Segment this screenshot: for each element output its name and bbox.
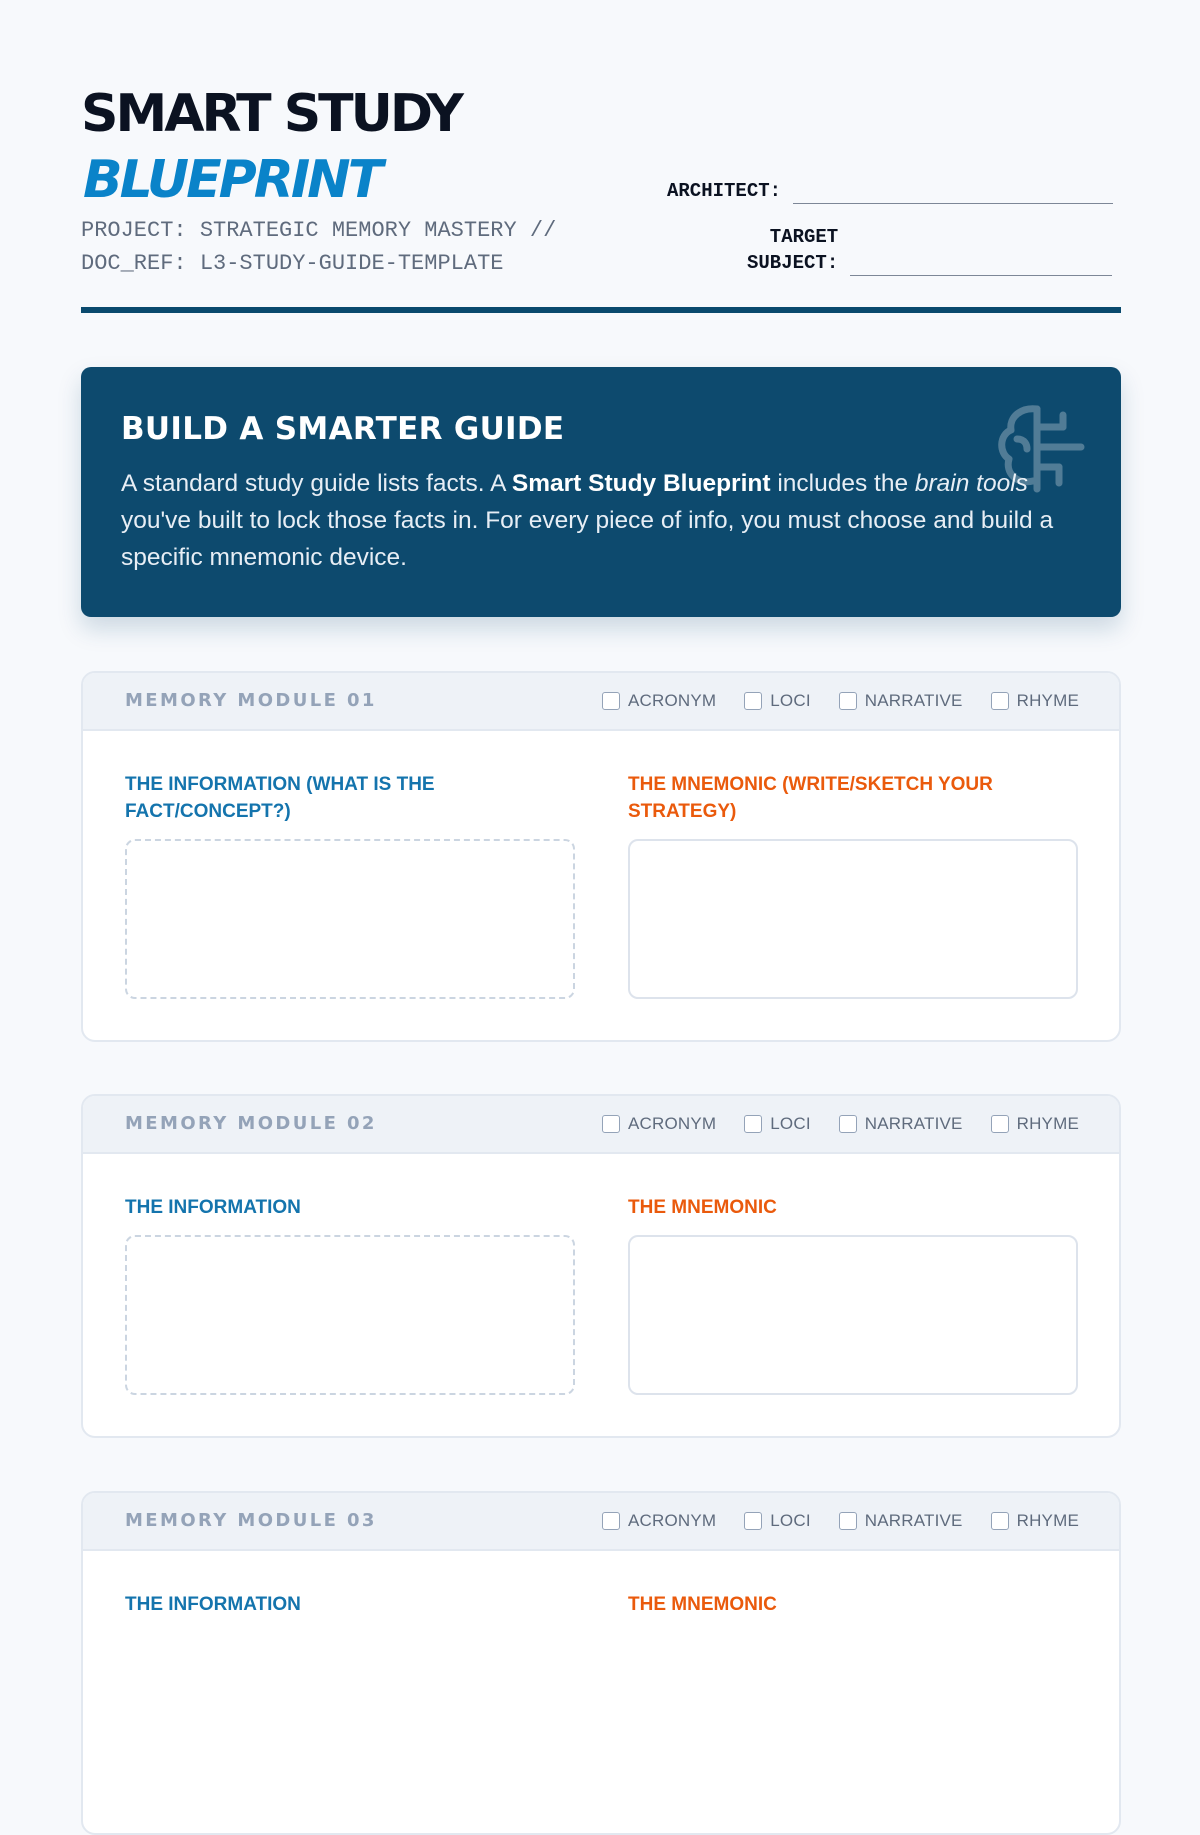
information-label: THE INFORMATION [125,1594,301,1615]
module-title: MEMORY MODULE 01 [125,690,377,711]
mnemonic-label: THE MNEMONIC (WRITE/SKETCH YOUR STRATEGY) [628,774,993,822]
mnemonic-input-box[interactable] [628,839,1078,999]
mnemonic-type-options [602,1114,1079,1134]
memory-module-03 [81,1491,1121,1835]
doc-meta [81,214,556,280]
architect-field [667,178,1113,204]
acronym-checkbox[interactable] [602,1115,620,1133]
option-acronym[interactable]: ACRONYM [602,1511,716,1531]
mnemonic-type-options [602,1511,1079,1531]
page-title-accent: BLUEPRINT [83,150,381,210]
mnemonic-label: THE MNEMONIC [628,1197,777,1218]
mnemonic-label: THE MNEMONIC [628,1594,777,1615]
option-narrative[interactable]: NARRATIVE [839,1511,963,1531]
option-acronym[interactable]: ACRONYM [602,1114,716,1134]
module-title: MEMORY MODULE 02 [125,1113,377,1134]
rhyme-checkbox[interactable] [991,1115,1009,1133]
module-header [83,673,1119,731]
module-title: MEMORY MODULE 03 [125,1510,377,1531]
information-input-box[interactable] [125,839,575,999]
option-narrative[interactable]: NARRATIVE [839,691,963,711]
narrative-checkbox[interactable] [839,692,857,710]
loci-checkbox[interactable] [744,1512,762,1530]
intro-panel [81,367,1121,617]
option-loci[interactable]: LOCI [744,1511,810,1531]
option-loci[interactable]: LOCI [744,1114,810,1134]
option-rhyme[interactable]: RHYME [991,1114,1079,1134]
rhyme-checkbox[interactable] [991,1512,1009,1530]
option-acronym[interactable]: ACRONYM [602,691,716,711]
target-subject-field [747,224,1112,276]
narrative-checkbox[interactable] [839,1115,857,1133]
doc-ref-line: DOC_REF: L3-STUDY-GUIDE-TEMPLATE [81,251,504,276]
module-header [83,1096,1119,1154]
option-rhyme[interactable]: RHYME [991,691,1079,711]
acronym-checkbox[interactable] [602,692,620,710]
header-divider [81,307,1121,313]
rhyme-checkbox[interactable] [991,692,1009,710]
project-line: PROJECT: STRATEGIC MEMORY MASTERY // [81,218,557,243]
mnemonic-input-box[interactable] [628,1235,1078,1395]
memory-module-01 [81,671,1121,1042]
acronym-checkbox[interactable] [602,1512,620,1530]
narrative-checkbox[interactable] [839,1512,857,1530]
information-label: THE INFORMATION (WHAT IS THE FACT/CONCEPT?) [125,774,435,822]
architect-label: ARCHITECT: [667,180,782,202]
page-title: SMART STUDY [81,84,461,144]
module-header [83,1493,1119,1551]
information-input-box[interactable] [125,1235,575,1395]
brain-icon [991,397,1091,497]
architect-input-line[interactable] [793,179,1113,204]
memory-module-02 [81,1094,1121,1438]
information-label: THE INFORMATION [125,1197,301,1218]
loci-checkbox[interactable] [744,1115,762,1133]
option-rhyme[interactable]: RHYME [991,1511,1079,1531]
target-subject-input-line[interactable] [850,251,1112,276]
target-subject-label: TARGET SUBJECT: [747,226,839,274]
option-loci[interactable]: LOCI [744,691,810,711]
mnemonic-type-options [602,691,1079,711]
loci-checkbox[interactable] [744,692,762,710]
option-narrative[interactable]: NARRATIVE [839,1114,963,1134]
intro-text: A standard study guide lists facts. A Smart Study Blueprint includes the brain tools you've built to lock those facts in. For every piece of info, you must choose and build a specific mnemonic device. [121,470,1054,571]
intro-title: BUILD A SMARTER GUIDE [121,411,565,447]
